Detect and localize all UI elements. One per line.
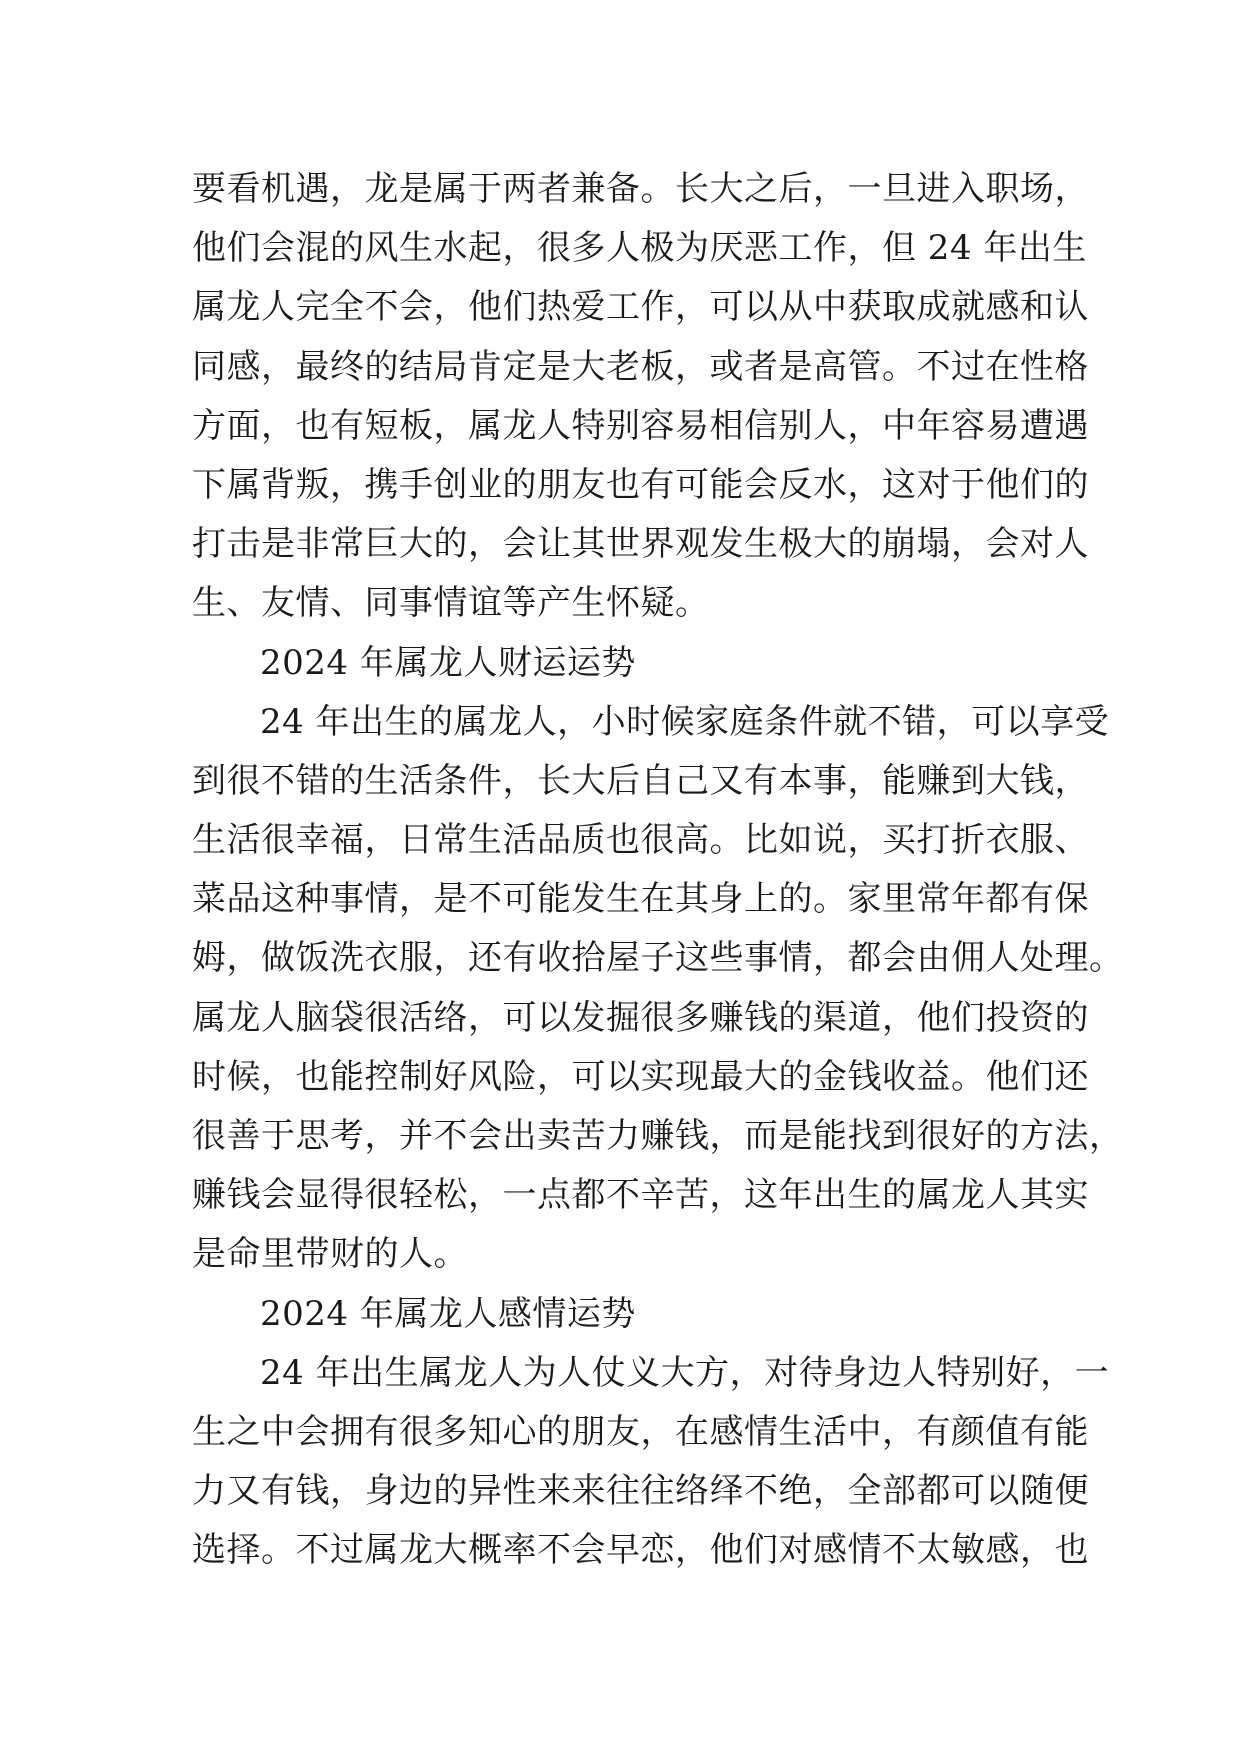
text-line: 同感，最终的结局肯定是大老板，或者是高管。不过在性格 <box>192 346 1089 387</box>
text-line: 24 年出生属龙人为人仗义大方，对待身边人特别好，一 <box>260 1352 1110 1393</box>
text-line: 属龙人完全不会，他们热爱工作，可以从中获取成就感和认 <box>192 287 1089 328</box>
text-line: 姆，做饭洗衣服，还有收拾屋子这些事情，都会由佣人处理。 <box>192 938 1124 979</box>
text-line: 生活很幸福，日常生活品质也很高。比如说，买打折衣服、 <box>192 820 1089 861</box>
text-line: 赚钱会显得很轻松，一点都不辛苦，这年出生的属龙人其实 <box>192 1175 1089 1216</box>
text-line: 属龙人脑袋很活络，可以发掘很多赚钱的渠道，他们投资的 <box>192 997 1089 1038</box>
text-line: 打击是非常巨大的，会让其世界观发生极大的崩塌，会对人 <box>192 524 1089 565</box>
text-line: 他们会混的风生水起，很多人极为厌恶工作，但 24 年出生 <box>192 228 1087 269</box>
text-line: 到很不错的生活条件，长大后自己又有本事，能赚到大钱， <box>192 760 1089 801</box>
text-line: 很善于思考，并不会出卖苦力赚钱，而是能找到很好的方法， <box>192 1116 1124 1156</box>
text-line: 时候，也能控制好风险，可以实现最大的金钱收益。他们还 <box>192 1056 1089 1097</box>
text-line: 力又有钱，身边的异性来来往往络绎不绝，全部都可以随便 <box>192 1471 1089 1512</box>
paragraph-wealth <box>192 693 1124 1285</box>
text-line: 要看机遇，龙是属于两者兼备。长大之后，一旦进入职场， <box>192 169 1089 209</box>
text-line: 是命里带财的人。 <box>192 1234 468 1275</box>
paragraph-love <box>192 1344 1110 1581</box>
section-heading-love: 2024 年属龙人感情运势 <box>260 1293 636 1334</box>
text-line: 生、友情、同事情谊等产生怀疑。 <box>192 583 710 624</box>
text-line: 下属背叛，携手创业的朋友也有可能会反水，这对于他们的 <box>192 464 1089 505</box>
text-line: 选择。不过属龙大概率不会早恋，他们对感情不太敏感，也 <box>192 1530 1089 1571</box>
paragraph-career <box>192 160 1089 634</box>
text-line: 24 年出生的属龙人，小时候家庭条件就不错，可以享受 <box>260 701 1110 742</box>
section-heading-wealth: 2024 年属龙人财运运势 <box>260 642 636 683</box>
text-line: 方面，也有短板，属龙人特别容易相信别人，中年容易遭遇 <box>192 405 1089 446</box>
text-line: 菜品这种事情，是不可能发生在其身上的。家里常年都有保 <box>192 879 1089 920</box>
text-line: 生之中会拥有很多知心的朋友，在感情生活中，有颜值有能 <box>192 1411 1089 1452</box>
document-body <box>192 160 1124 1581</box>
